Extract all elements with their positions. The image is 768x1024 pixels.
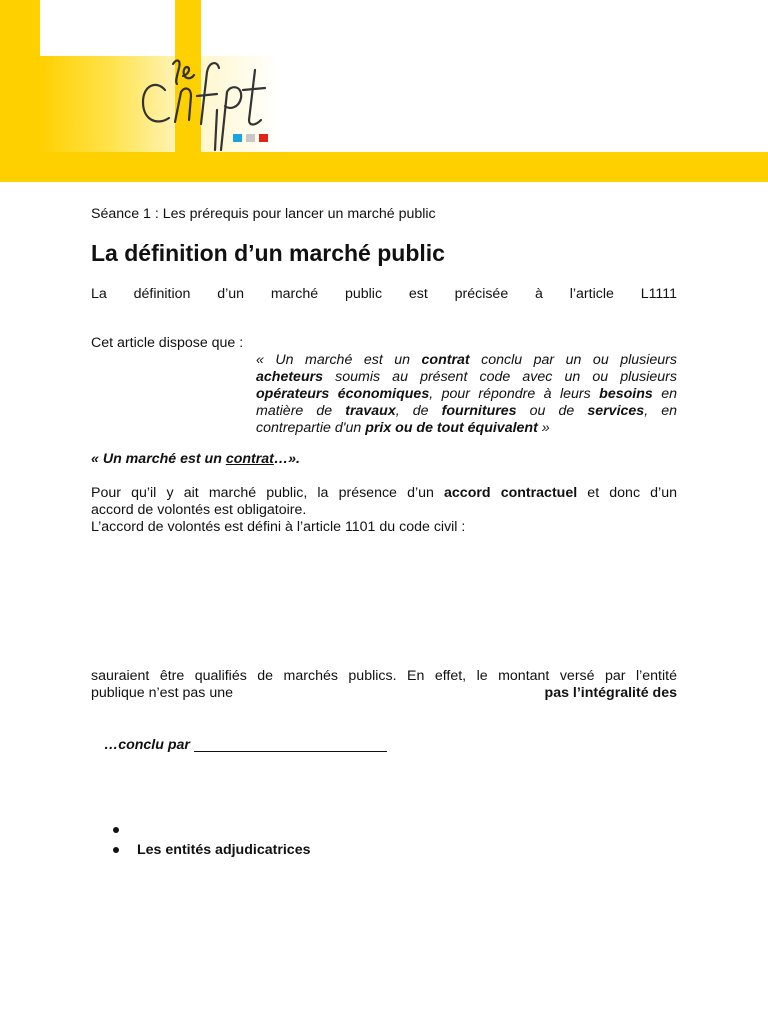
quote-line-4: matière de travaux, de fournitures ou de services, en bbox=[256, 403, 677, 419]
fill-in-blank bbox=[104, 737, 387, 753]
bullet-icon bbox=[113, 827, 119, 833]
cnfpt-logo bbox=[135, 50, 290, 155]
quote-line-3: opérateurs économiques, pour répondre à leurs besoins en bbox=[256, 386, 677, 402]
list-item: Les entités adjudicatrices bbox=[113, 840, 310, 860]
fill-in-label: …conclu par bbox=[104, 737, 194, 753]
list-item bbox=[113, 820, 310, 840]
contract-line-3: L’accord de volontés est défini à l’article 1101 du code civil : bbox=[91, 519, 466, 535]
header-top-left-white bbox=[40, 0, 175, 56]
contract-paragraph bbox=[91, 485, 677, 536]
qualification-line-2: publique n’est pas une bbox=[91, 685, 233, 701]
bullet-list bbox=[113, 820, 310, 860]
quote-line-1: « Un marché est un contrat conclu par un ou plusieurs bbox=[256, 352, 677, 368]
qualification-bold-fragment: pas l’intégralité des bbox=[544, 685, 677, 701]
contract-line-1: Pour qu’il y ait marché public, la présence d’un accord contractuel et donc d’un bbox=[91, 485, 677, 501]
document-header bbox=[0, 0, 768, 182]
qualification-paragraph bbox=[91, 668, 677, 702]
session-heading: Séance 1 : Les prérequis pour lancer un marché public bbox=[91, 206, 436, 222]
definition-paragraph: La définition d’un marché public est précisée à l’article L1111 bbox=[91, 286, 677, 302]
bullet-icon bbox=[113, 847, 119, 853]
quote-line-2: acheteurs soumis au présent code avec un ou plusieurs bbox=[256, 369, 677, 385]
legal-quote bbox=[256, 352, 677, 437]
page-title: La définition d’un marché public bbox=[91, 240, 445, 266]
quote-line-5: contrepartie d'un prix ou de tout équivalent » bbox=[256, 420, 550, 436]
callout-quote: « Un marché est un contrat…». bbox=[91, 451, 300, 467]
contract-line-2: accord de volontés est obligatoire. bbox=[91, 502, 307, 518]
blank-line[interactable] bbox=[194, 737, 387, 752]
intro-text: Cet article dispose que : bbox=[91, 335, 244, 351]
qualification-line-1: sauraient être qualifiés de marchés publics. En effet, le montant versé par l’entité bbox=[91, 668, 677, 684]
